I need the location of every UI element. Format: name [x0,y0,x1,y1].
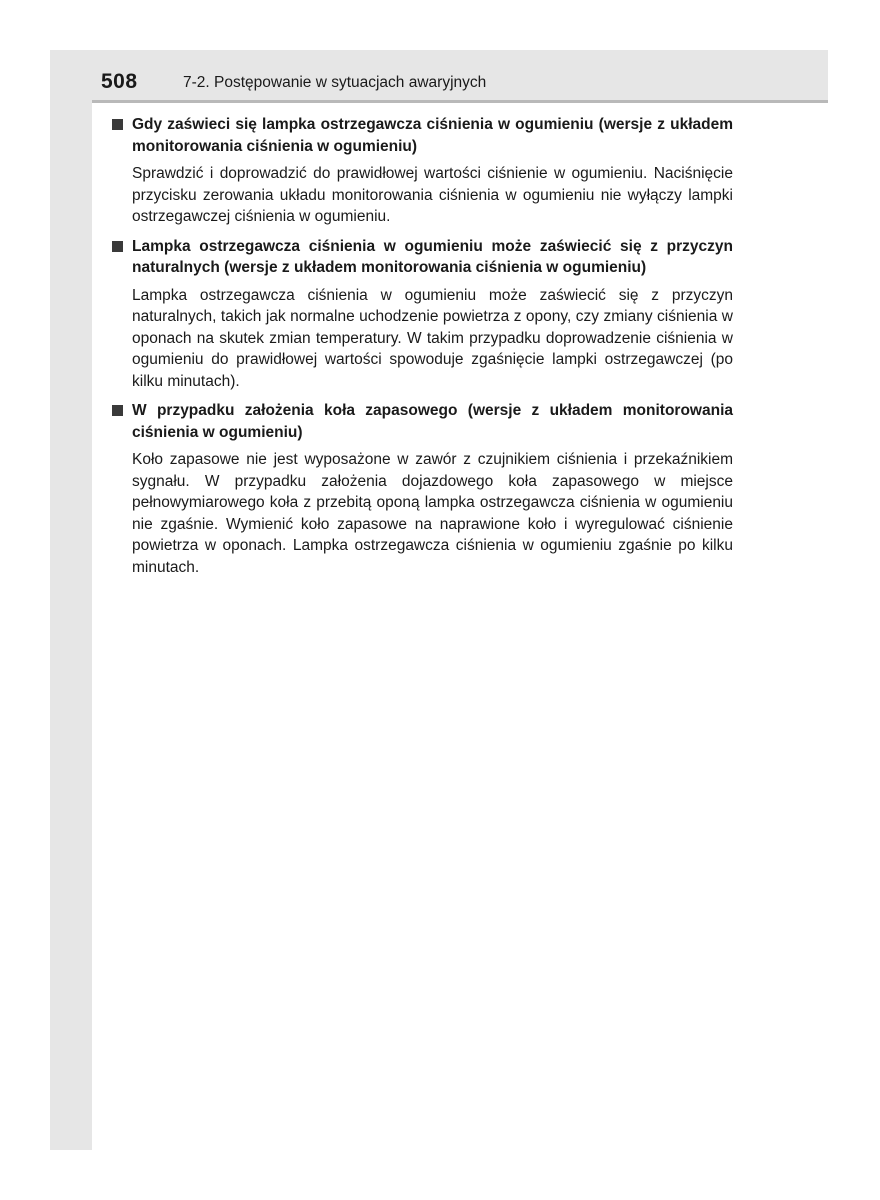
section-heading-text: W przypadku założenia koła zapasowego (wersje z układem monitorowania ciśnienia w ogumieniu) [132,402,733,441]
section-natural-causes [112,236,733,393]
chapter-title: 7-2. Postępowanie w sytuacjach awaryjnych [183,74,487,91]
square-bullet-icon [112,405,123,416]
section-heading [112,236,733,279]
square-bullet-icon [112,241,123,252]
section-heading [112,400,733,443]
square-bullet-icon [112,119,123,130]
section-heading [112,114,733,157]
section-spare-tire [112,400,733,578]
page-content [112,114,733,586]
header-divider [92,100,828,103]
section-body: Koło zapasowe nie jest wyposażone w zawór z czujnikiem ciśnienia i przekaźnikiem sygnału. W przypadku założenia dojazdowego koła zapasowego w miejsce pełnowymiarowego koła z przebitą oponą lampka ostrzegawcza ciśnienia w ogumieniu nie zgaśnie. Wymienić koło zapasowe na naprawione koło i wyregulować ciśnienie powietrza w oponach. Lampka ostrzegawcza ciśnienia w ogumieniu zgaśnie po kilku minutach. [132,451,733,576]
section-heading-text: Gdy zaświeci się lampka ostrzegawcza ciśnienia w ogumieniu (wersje z układem monitorowania ciśnienia w ogumieniu) [132,116,733,155]
page-number: 508 [101,70,138,93]
side-margin-strip [50,50,92,1150]
section-body: Sprawdzić i doprowadzić do prawidłowej wartości ciśnienie w ogumieniu. Naciśnięcie przycisku zerowania układu monitorowania ciśnienia w ogumieniu nie wyłączy lampki ostrzegawczej ciśnienia w ogumieniu. [132,165,733,225]
section-warning-light-on [112,114,733,228]
section-heading-text: Lampka ostrzegawcza ciśnienia w ogumieniu może zaświecić się z przyczyn naturalnych (wersje z układem monitorowania ciśnienia w ogumieniu) [132,237,733,276]
section-body: Lampka ostrzegawcza ciśnienia w ogumieniu może zaświecić się z przyczyn naturalnych, takich jak normalne uchodzenie powietrza z opony, czy zmiany ciśnienia w oponach na skutek zmian temperatury. W takim przypadku doprowadzenie ciśnienia w ogumieniu do prawidłowej wartości spowoduje zgaśnięcie lampki ostrzegawczej (po kilku minutach). [132,286,733,390]
